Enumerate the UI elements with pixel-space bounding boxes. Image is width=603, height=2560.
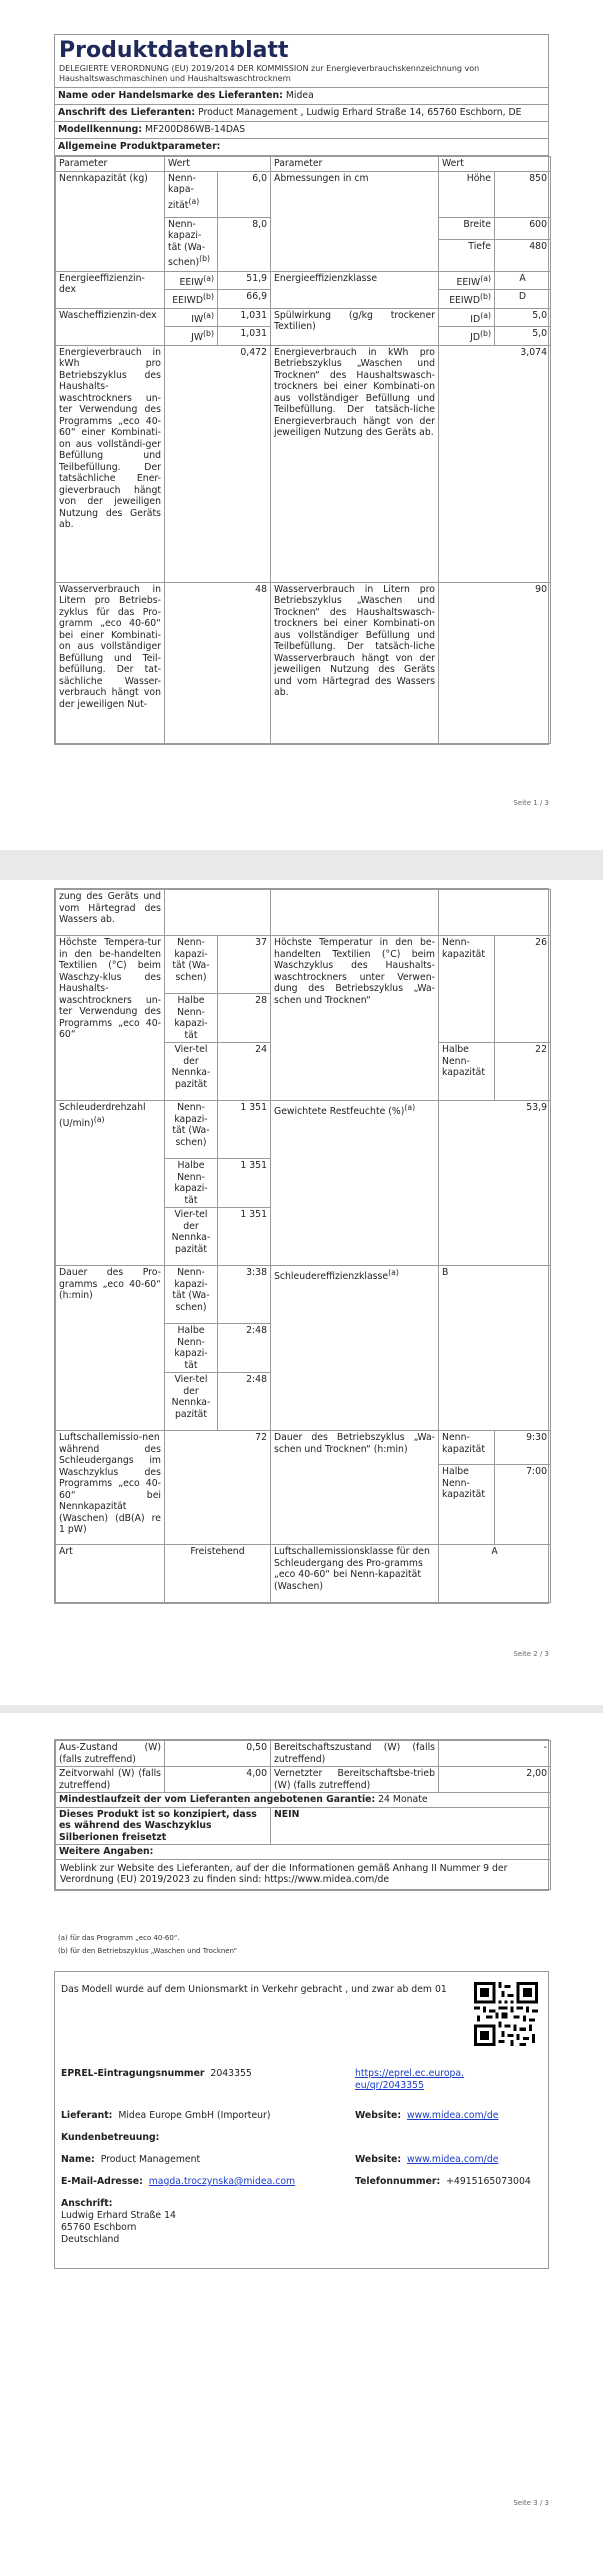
datasheet-header: [54, 34, 549, 745]
table-row: EEIWD$^{(b)}$ 66,9 EEIWD$^{(b)}$ D: [56, 290, 551, 309]
phone-row: Telefonnummer: +4915165073004: [355, 2176, 531, 2187]
qr-code-icon[interactable]: [474, 1982, 538, 2046]
table-row: Halbe Nenn-kapazität 7:00: [56, 1465, 551, 1545]
table-row: Energieverbrauch in kWh pro Betriebszyklus des Haushalts-waschtrockners un-ter Verwendung des Programms „eco 40-60“ einer Kombinati-on aus vollständi-ger Befüllung und Teilbefüllung. Der tatsächliche Ener-gieverbrauch hängt von der jeweiligen Nutzung des Geräts ab. 0,472 Energieverbrauch in kWh pro Betriebszyklus „Waschen und Trocknen“ des Haushaltswasch-trockners bei einer Kombinati-on aus vollständiger Befüllung und Teilbefüllung. Der tatsäch-liche Energieverbrauch hängt von der jeweiligen Nutzung des Geräts ab. 3,074: [56, 345, 551, 582]
regulation-subtitle: DELEGIERTE VERORDNUNG (EU) 2019/2014 DER KOMMISSION zur Energieverbrauchskennzeichnung von Haushaltswaschmaschinen und Haushaltswaschtrocknern: [59, 64, 480, 83]
table-row: Vier-tel der Nennka-pazität 1 351: [56, 1208, 551, 1266]
page-1: [0, 0, 603, 850]
market-text: Das Modell wurde auf dem Unionsmarkt in Verkehr gebracht , und zwar ab dem 01: [61, 1984, 447, 1995]
table-row: Tiefe 480: [56, 239, 551, 271]
email-row: E-Mail-Adresse: magda.troczynska@midea.com: [61, 2176, 296, 2187]
weblink-row: Weblink zur Website des Lieferanten, auf der die Informationen gemäß Anhang II Nummer 9 der Verordnung (EU) 2019/2023 zu finden sind: https://www.midea.com/de: [56, 1859, 551, 1889]
table-row: zung des Geräts und vom Härtegrad des Wassers ab.: [56, 890, 551, 936]
footnote-a: (a) für das Programm „eco 40-60“.: [58, 1934, 180, 1942]
website2-link[interactable]: www.midea.com/de: [407, 2154, 499, 2165]
model-value: MF200D86WB-14DAS: [145, 124, 246, 135]
warranty-row: Mindestlaufzeit der vom Lieferanten angebotenen Garantie: 24 Monate: [56, 1793, 551, 1808]
table-row: Wasserverbrauch in Litern pro Betriebs-zyklus für das Pro-gramm „eco 40-60“ bei einer Kombinati-on aus vollständiger Befüllung und Teil-befüllung. Der tat-sächliche Wasser-verbrauch hängt von der jeweiligen Nut- 48 Wasserverbrauch in Litern pro Betriebszyklus „Waschen und Trocknen“ des Haushaltswasch-trockners bei einer Kombinati-on aus vollständiger Befüllung und Teilbefüllung. Der tatsäch-liche Wasserverbrauch hängt von der jeweiligen Nutzung des Geräts und vom Härtegrad des Wassers ab. 90: [56, 582, 551, 743]
supplier-address-row: Anschrift des Lieferanten: Product Management , Ludwig Erhard Straße 14, 65760 Eschborn, DE: [55, 105, 548, 122]
address-block: Anschrift: Ludwig Erhard Straße 14 65760 Eschborn Deutschland: [61, 2198, 176, 2245]
table-row: Aus-Zustand (W) (falls zutreffend) 0,50 Bereitschaftszustand (W) (falls zutreffend) -: [56, 1741, 551, 1767]
customer-service-label: Kundenbetreuung:: [61, 2132, 160, 2143]
page-title: Produktdatenblatt: [59, 38, 289, 63]
website-link[interactable]: www.midea.com/de: [407, 2110, 499, 2121]
table-header-row: Parameter Wert Parameter Wert: [56, 157, 551, 172]
table-row: Halbe Nenn-kapazi-tät 1 351: [56, 1159, 551, 1208]
page-number: Seite 3 / 3: [513, 2499, 549, 2507]
eprel-number: 2043355: [210, 2068, 252, 2079]
table-row: Wascheffizienzin-dex IW$^{(a)}$ 1,031 Spülwirkung (g/kg trockener Textilien) ID$^{(a)}$ 5,0: [56, 308, 551, 327]
website-row: Website: www.midea.com/de: [355, 2110, 499, 2121]
table-row: Dauer des Pro-gramms „eco 40-60“ (h:min) Nenn-kapazi-tät (Wa-schen) 3:38 Schleudereffizienzklasse$^{(a)}$ B: [56, 1266, 551, 1324]
table-row: Zeitvorwahl (W) (falls zutreffend) 4,00 Vernetzter Bereitschaftsbe-trieb (W) (falls zutreffend) 2,00: [56, 1767, 551, 1793]
params-table-2: [55, 889, 551, 1603]
page-2: [0, 880, 603, 1705]
website2-row: Website: www.midea.com/de: [355, 2154, 499, 2165]
table-row: Halbe Nenn-kapazi-tät 28: [56, 994, 551, 1043]
table-row: Nenn-kapazi-tät (Wa-schen)$^{(b)}$ 8,0 Breite 600: [56, 217, 551, 239]
supplier-row: Lieferant: Midea Europe GmbH (Importeur): [61, 2110, 271, 2121]
table-row: Luftschallemissio-nen während des Schleudergangs im Waschzyklus des Programms „eco 40-60“ bei Nennkapazität (Waschen) (dB(A) re 1 pW) 72 Dauer des Betriebszyklus „Wa-schen und Trocknen“ (h:min) Nenn-kapazität 9:30: [56, 1431, 551, 1465]
contact-name-row: Name: Product Management: [61, 2154, 201, 2165]
warranty-value: 24 Monate: [378, 1794, 428, 1805]
eprel-number-row: EPREL-Eintragungsnummer 2043355: [61, 2068, 252, 2079]
page-number: Seite 2 / 3: [513, 1650, 549, 1658]
silver-ions-row: Dieses Produkt ist so konzipiert, dass es während des Waschzyklus Silberionen freisetzt NEIN: [56, 1807, 551, 1845]
table-row: Vier-tel der Nennka-pazität 2:48: [56, 1373, 551, 1431]
footnote-b: (b) für den Betriebszyklus „Waschen und Trocknen“: [58, 1947, 238, 1955]
params-table-3: [55, 1740, 551, 1890]
table-row: Nennkapazität (kg) Nenn-kapa-zität$^{(a)}$ 6,0 Abmessungen in cm Höhe 850: [56, 171, 551, 217]
table-row: Vier-tel der Nennka-pazität 24 Halbe Nenn-kapazität 22: [56, 1043, 551, 1101]
params-table-1: [55, 156, 551, 744]
table-row: Art Freistehend Luftschallemissionsklasse für den Schleudergang des Pro-gramms „eco 40-60“ bei Nenn-kapazität (Waschen) A: [56, 1545, 551, 1603]
email-link[interactable]: magda.troczynska@midea.com: [148, 2176, 296, 2187]
supplier-name-value: Midea: [285, 90, 314, 101]
table-row: Energieeffizienzin-dex EEIW$^{(a)}$ 51,9 Energieeffizienzklasse EEIW$^{(a)}$ A: [56, 271, 551, 290]
weblink-url[interactable]: https://www.midea.com/de: [264, 1874, 390, 1885]
table-row: Höchste Tempera-tur in den be-handelten Textilien (°C) beim Waschzy-klus des Haushalts-waschtrockners un-ter Verwendung des Programms „eco 40-60“ Nenn-kapazi-tät (Wa-schen) 37 Höchste Temperatur in den be-handelten Textilien (°C) beim Waschzyklus des Haushalts-waschtrockners unter Verwen-dung des Betriebszyklus „Wa-schen und Trocknen“ Nenn-kapazität 26: [56, 936, 551, 994]
eprel-link[interactable]: https://eprel.ec.europa.eu/qr/2043355: [355, 2068, 465, 2091]
further-info-row: Weitere Angaben:: [56, 1845, 551, 1860]
model-row: Modellkennung: MF200D86WB-14DAS: [55, 122, 548, 139]
table-row: Halbe Nenn-kapazi-tät 2:48: [56, 1324, 551, 1373]
eprel-info-box: [54, 1971, 549, 2269]
table-row: JW$^{(b)}$ 1,031 JD$^{(b)}$ 5,0: [56, 327, 551, 346]
table-row: Schleuderdrehzahl $(U/\min)^{(a)}$ Nenn-kapazi-tät (Wa-schen) 1 351 Gewichtete Restfeuchte (%)$^{(a)}$ 53,9: [56, 1101, 551, 1159]
general-params-heading: Allgemeine Produktparameter:: [55, 139, 548, 156]
page-3: [0, 1713, 603, 2560]
datasheet-final: [54, 1739, 549, 1891]
supplier-name-row: Name oder Handelsmarke des Lieferanten: Midea: [55, 88, 548, 105]
datasheet-continued: [54, 888, 549, 1604]
supplier-address-value: Product Management , Ludwig Erhard Straße 14, 65760 Eschborn, DE: [198, 107, 522, 118]
page-number: Seite 1 / 3: [513, 799, 549, 807]
